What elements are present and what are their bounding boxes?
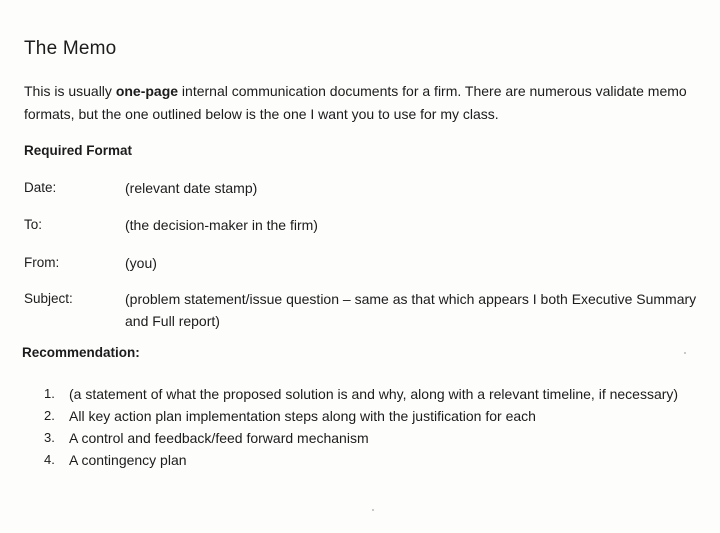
page-title: The Memo xyxy=(24,38,117,59)
field-label-to: To: xyxy=(24,217,43,232)
field-label-subject: Subject: xyxy=(24,291,73,306)
intro-text-after: internal communication documents for a firm. There are numerous validate memo formats, but the one outlined below is the one I want you to use for my class. xyxy=(24,83,687,122)
list-item xyxy=(44,449,694,471)
list-item-text: A contingency plan xyxy=(69,452,187,468)
field-label-from: From: xyxy=(24,255,60,270)
scan-speck xyxy=(372,509,374,511)
list-item-number: 1. xyxy=(44,386,55,401)
list-item-text: (a statement of what the proposed solution is and why, along with a relevant timeline, if necessary) xyxy=(69,386,679,402)
recommendation-list xyxy=(44,383,694,471)
field-label-date: Date: xyxy=(24,180,57,195)
intro-text-before: This is usually xyxy=(24,83,116,99)
scan-speck xyxy=(684,352,686,354)
list-item-number: 4. xyxy=(44,452,55,467)
field-value-subject: (problem statement/issue question – same as that which appears I both Executive Summary and Full report) xyxy=(125,291,697,329)
list-item-text: All key action plan implementation steps along with the justification for each xyxy=(69,408,536,424)
required-format-heading: Required Format xyxy=(24,143,133,158)
list-item xyxy=(44,427,694,449)
list-item-number: 3. xyxy=(44,430,55,445)
list-item-number: 2. xyxy=(44,408,55,423)
field-value-from: (you) xyxy=(125,255,157,271)
list-item xyxy=(44,383,694,405)
recommendation-heading: Recommendation: xyxy=(22,345,140,360)
intro-emphasis: one-page xyxy=(115,83,179,99)
list-item-text: A control and feedback/feed forward mechanism xyxy=(69,430,369,446)
list-item xyxy=(44,405,694,427)
field-value-date: (relevant date stamp) xyxy=(125,180,258,196)
field-value-to: (the decision-maker in the firm) xyxy=(125,217,318,233)
intro-paragraph xyxy=(24,80,714,126)
